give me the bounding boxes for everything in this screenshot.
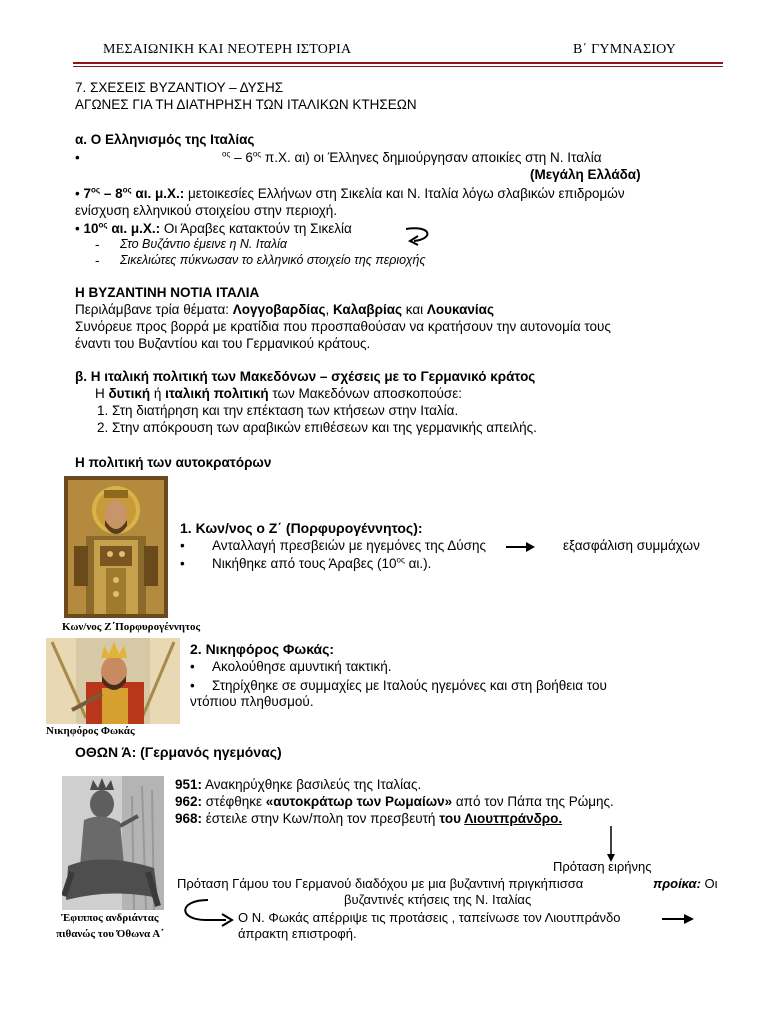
dash: -: [95, 237, 100, 252]
otto-968: 968: έστειλε στην Κων/πολη τον πρεσβευτή του Λιουτπράνδρο.: [175, 811, 563, 826]
bullet: •: [190, 659, 195, 674]
sub-point-2: Σικελιώτες πύκνωσαν το ελληνικό στοιχείο της περιοχής: [120, 253, 426, 267]
migrations-line: • $7^{o\varsigma} - 8^{o\varsigma}$ αι. μ.Χ.: μετοικεσίες Ελλήνων στη Σικελία και Ν. Ιταλία λόγω σλαβικών επιδρομών: [75, 185, 625, 201]
otto-962: 962: στέφθηκε «αυτοκράτωρ των Ρωμαίων» από τον Πάπα της Ρώμης.: [175, 794, 614, 809]
bullet: •: [180, 538, 185, 553]
alliances-line: Στηρίχθηκε σε συμμαχίες με Ιταλούς ηγεμόνες και στη βοήθεια του: [212, 678, 607, 693]
chapter-subtitle: ΑΓΩΝΕΣ ΓΙΑ ΤΗ ΔΙΑΤΗΡΗΣΗ ΤΩΝ ΙΤΑΛΙΚΩΝ ΚΤΗΣΕΩΝ: [75, 97, 417, 112]
konstantinos-portrait: [64, 476, 168, 618]
goal-1: 1. Στη διατήρηση και την επέκταση των κτήσεων στην Ιταλία.: [97, 403, 459, 418]
marriage-proposal: Πρόταση Γάμου του Γερμανού διαδόχου με μια βυζαντινή πριγκήπισσα: [177, 876, 584, 891]
sub-point-1: Στο Βυζάντιο έμεινε η Ν. Ιταλία: [120, 237, 288, 251]
curved-arrow-icon: [178, 896, 234, 926]
konstantinos-caption: Κων/νος Ζ΄Πορφυρογέννητος: [62, 621, 201, 633]
bullet: •: [75, 150, 80, 165]
emperors-heading: Η πολιτική των αυτοκρατόρων: [75, 455, 272, 470]
allies-result: εξασφάλιση συμμάχων: [563, 538, 700, 553]
peace-proposal: Πρόταση ειρήνης: [553, 859, 652, 874]
bullet: •: [180, 556, 185, 571]
header-class: Β΄ ΓΥΜΝΑΣΙΟΥ: [573, 42, 677, 57]
otto-heading: ΟΘΩΝ Ά: (Γερμανός ηγεμόνας): [75, 744, 282, 760]
colonies-line: $^{o\varsigma} - 6^{o\varsigma}$ π.Χ. αι) οι Έλληνες δημιούργησαν αποικίες στη Ν. Ιταλία: [222, 149, 602, 165]
borders-line: Συνόρευε προς βορρά με κρατίδια που προσπαθούσαν να κρατήσουν την αυτονομία τους: [75, 319, 611, 334]
header-rule: [73, 62, 723, 64]
header-rule-thin: [73, 66, 723, 67]
themes-line: Περιλάμβανε τρία θέματα: Λογγοβαρδίας, Καλαβρίας και Λουκανίας: [75, 302, 494, 317]
section-a-heading: α. Ο Ελληνισμός της Ιταλίας: [75, 132, 255, 147]
embassies-line: Ανταλλαγή πρεσβειών με ηγεμόνες της Δύσης: [212, 538, 486, 553]
otto-951: 951: Ανακηρύχθηκε βασιλεύς της Ιταλίας.: [175, 777, 422, 792]
fokas-title: 2. Νικηφόρος Φωκάς:: [190, 641, 335, 657]
otto-caption-line1: Έφιππος ανδριάντας: [61, 912, 159, 924]
otto-caption-line2: πιθανώς του Όθωνα Α΄: [56, 928, 164, 940]
mosaic-image: [64, 476, 168, 618]
fokas-portrait: [46, 638, 180, 724]
goal-2: 2. Στην απόκρουση των αραβικών επιθέσεων και της γερμανικής απειλής.: [97, 420, 537, 435]
statue-image: [62, 776, 164, 910]
fokas-image: [46, 638, 180, 724]
south-italy-heading: Η ΒΥΖΑΝΤΙΝΗ ΝΟΤΙΑ ΙΤΑΛΙΑ: [75, 285, 260, 300]
rejection-line: Ο Ν. Φωκάς απέρριψε τις προτάσεις , ταπείνωσε τον Λιουτπράνδο: [238, 910, 621, 925]
megali-ellada: (Μεγάλη Ελλάδα): [530, 167, 641, 182]
arabs-line: • $10^{o\varsigma}$ αι. μ.Χ.: Οι Άραβες κατακτούν τη Σικελία: [75, 220, 352, 236]
defensive-line: Ακολούθησε αμυντική τακτική.: [212, 659, 392, 674]
policy-line: Η δυτική ή ιταλική πολιτική των Μακεδόνων αποσκοπούσε:: [95, 386, 462, 401]
konstantinos-title: 1. Κων/νος ο Ζ΄ (Πορφυρογέννητος):: [180, 520, 423, 536]
dowry: προίκα: Οι: [653, 876, 718, 891]
migrations-line-2: ενίσχυση ελληνικού στοιχείου στην περιοχή.: [75, 203, 338, 218]
fokas-caption: Νικηφόρος Φωκάς: [46, 725, 135, 737]
chapter-title: 7. ΣΧΕΣΕΙΣ ΒΥΖΑΝΤΙΟΥ – ΔΥΣΗΣ: [75, 80, 284, 95]
defeat-line: Νικήθηκε από τους Άραβες ($10^{o\varsigma}$ αι.).: [212, 555, 432, 571]
arrow-right-icon: [506, 541, 536, 553]
curved-arrow-icon: [404, 225, 436, 247]
header-subject: ΜΕΣΑΙΩΝΙΚΗ ΚΑΙ ΝΕΟΤΕΡΗ ΙΣΤΟΡΙΑ: [103, 42, 352, 57]
bullet: •: [190, 678, 195, 693]
dash: -: [95, 253, 100, 268]
rejection-line-2: άπρακτη επιστροφή.: [238, 926, 357, 941]
alliances-line-2: ντόπιου πληθυσμού.: [190, 694, 314, 709]
dowry-line-2: βυζαντινές κτήσεις της Ν. Ιταλίας: [344, 892, 532, 907]
otto-statue-photo: [62, 776, 164, 910]
arrow-right-icon: [662, 913, 696, 925]
borders-line-2: έναντι του Βυζαντίου και του Γερμανικού κράτους.: [75, 336, 371, 351]
section-b-heading: β. Η ιταλική πολιτική των Μακεδόνων – σχέσεις με το Γερμανικό κράτος: [75, 369, 536, 384]
